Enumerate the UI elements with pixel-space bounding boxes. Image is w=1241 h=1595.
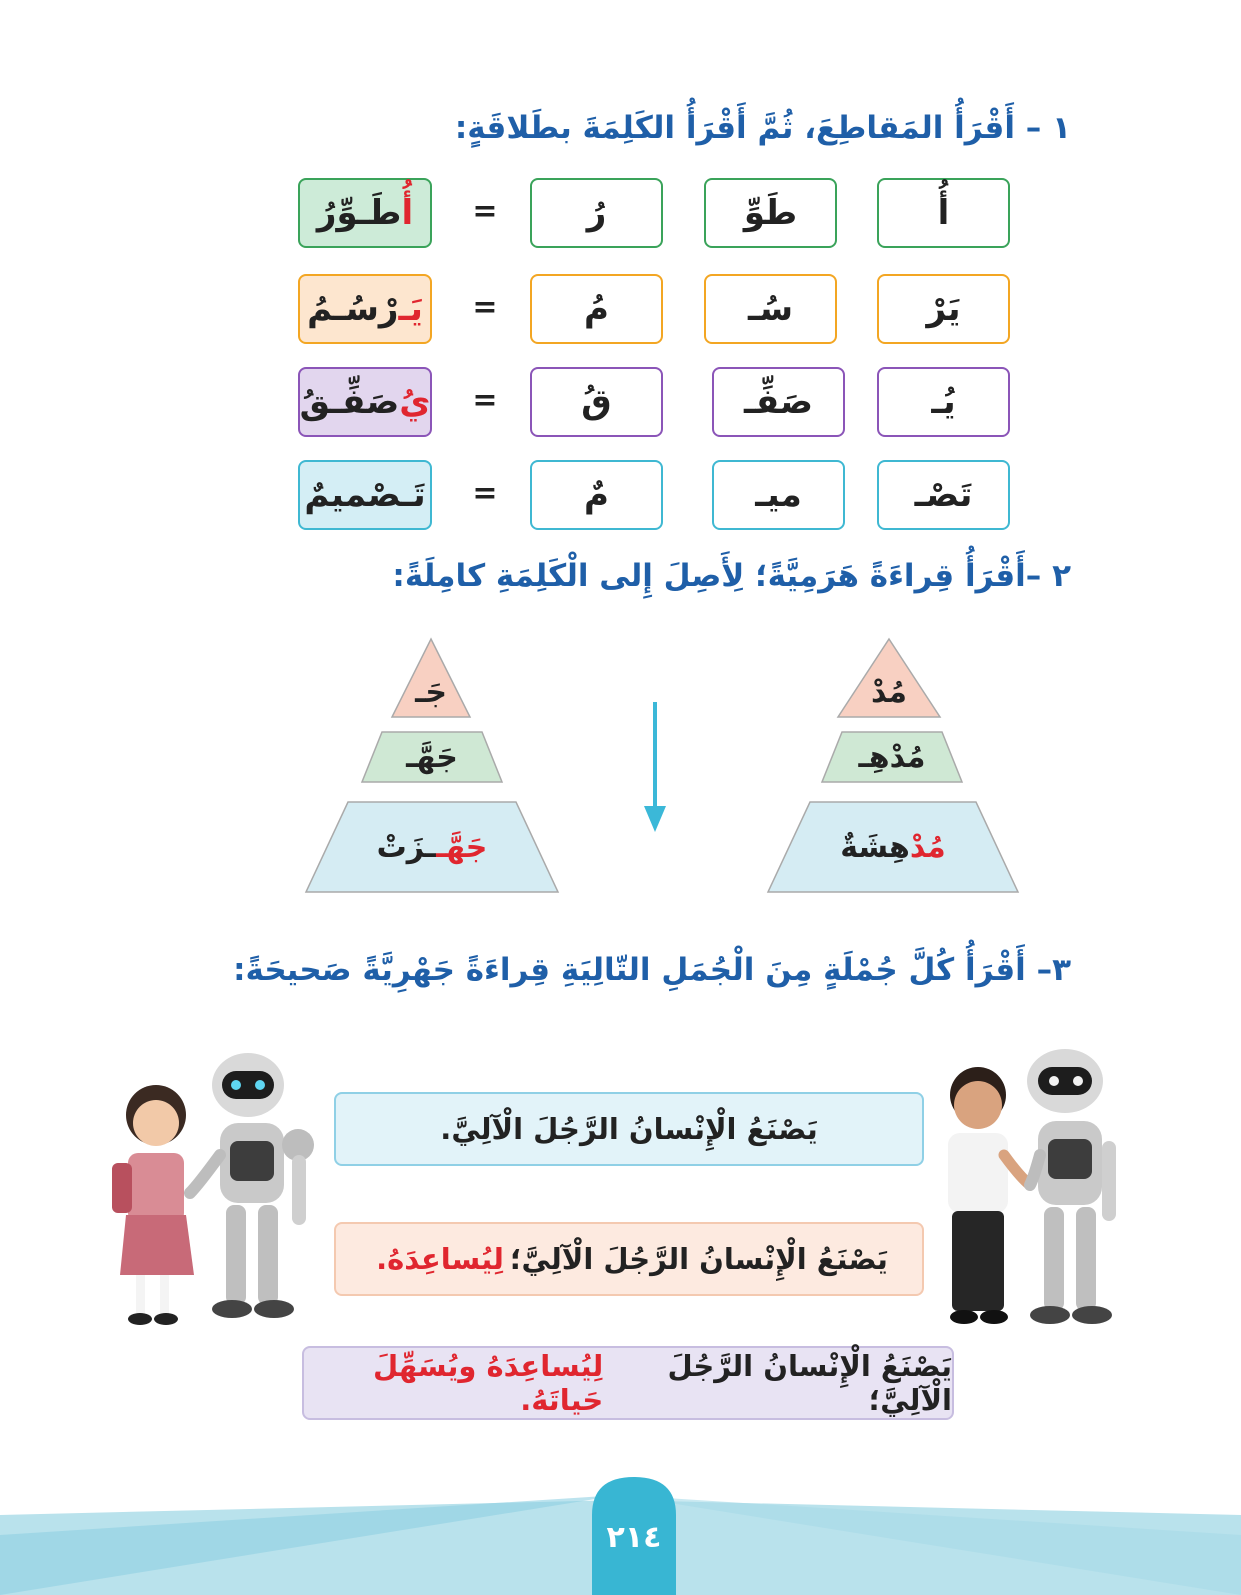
syllable-cell: تَصْـ xyxy=(877,460,1010,530)
syllable-cell: رُ xyxy=(530,178,663,248)
page-number: ٢١٤ xyxy=(606,1520,662,1555)
pyramid-left-top: جَـ xyxy=(390,637,472,719)
equals-sign: = xyxy=(472,383,498,418)
down-arrow-icon xyxy=(640,700,670,836)
syllable-cell: مٌ xyxy=(530,460,663,530)
section3-heading: ٣– أَقْرَأُ كُلَّ جُمْلَةٍ مِنَ الْجُمَلِ التّالِيَةِ قِراءَةً جَهْرِيَّةً صَحيحَةً: xyxy=(233,952,1071,988)
pyramid-right-middle: مُدْهِـ xyxy=(820,730,964,784)
syllable-cell: مُ xyxy=(530,274,663,344)
equals-sign: = xyxy=(472,194,498,229)
word-rest: طَـوِّرُ xyxy=(316,193,402,233)
word-rest: صَفِّـقُ xyxy=(299,382,400,422)
full-word-cell xyxy=(298,460,432,530)
sentence-2: يَصْنَعُ الْإِنْسانُ الرَّجُلَ الْآلِيَّ؛ لِيُساعِدَهُ. xyxy=(334,1222,924,1296)
pyramid-left-middle: جَهَّـ xyxy=(360,730,504,784)
syllable-cell: صَفِّـ xyxy=(712,367,845,437)
word-highlight: يَـ xyxy=(398,289,423,329)
section2-heading: ٢ –أَقْرَأُ قِراءَةً هَرَمِيَّةً؛ لِأَصِلَ إِلى الْكَلِمَةِ كامِلَةً: xyxy=(392,558,1071,594)
word-rest: رْسُـمُ xyxy=(307,289,399,329)
syllable-cell: قُ xyxy=(530,367,663,437)
girl-robot-illustration xyxy=(108,1045,328,1335)
full-word-cell xyxy=(298,274,432,344)
sentence-1: يَصْنَعُ الْإِنْسانُ الرَّجُلَ الْآلِيَّ. xyxy=(334,1092,924,1166)
syllable-cell: طَوِّ xyxy=(704,178,837,248)
pyramid-left-bottom: جَهَّــزَتْ xyxy=(304,800,560,894)
section1-heading: ١ – أَقْرَأُ المَقاطِعَ، ثُمَّ أَقْرَأُ الكَلِمَةَ بطَلاقَةٍ: xyxy=(454,110,1071,146)
word-rest: تَـصْميمٌ xyxy=(304,475,426,515)
word-highlight: يُ xyxy=(399,382,431,422)
syllable-cell: أُ xyxy=(877,178,1010,248)
equals-sign: = xyxy=(472,290,498,325)
syllable-cell: ميـ xyxy=(712,460,845,530)
full-word-cell xyxy=(298,367,432,437)
syllable-cell: يَرْ xyxy=(877,274,1010,344)
pyramid-right-bottom: مُدْهِشَةٌ xyxy=(766,800,1020,894)
syllable-cell: يُـ xyxy=(877,367,1010,437)
equals-sign: = xyxy=(472,476,498,511)
syllable-cell: سُـ xyxy=(704,274,837,344)
boy-robot-illustration xyxy=(930,1045,1130,1345)
full-word-cell xyxy=(298,178,432,248)
sentence-3: يَصْنَعُ الْإِنْسانُ الرَّجُلَ الْآلِيَّ؛ لِيُساعِدَهُ ويُسَهِّلَ حَياتَهُ. xyxy=(302,1346,954,1420)
word-highlight: أُ xyxy=(401,193,414,233)
pyramid-right-top: مُدْ xyxy=(836,637,942,719)
